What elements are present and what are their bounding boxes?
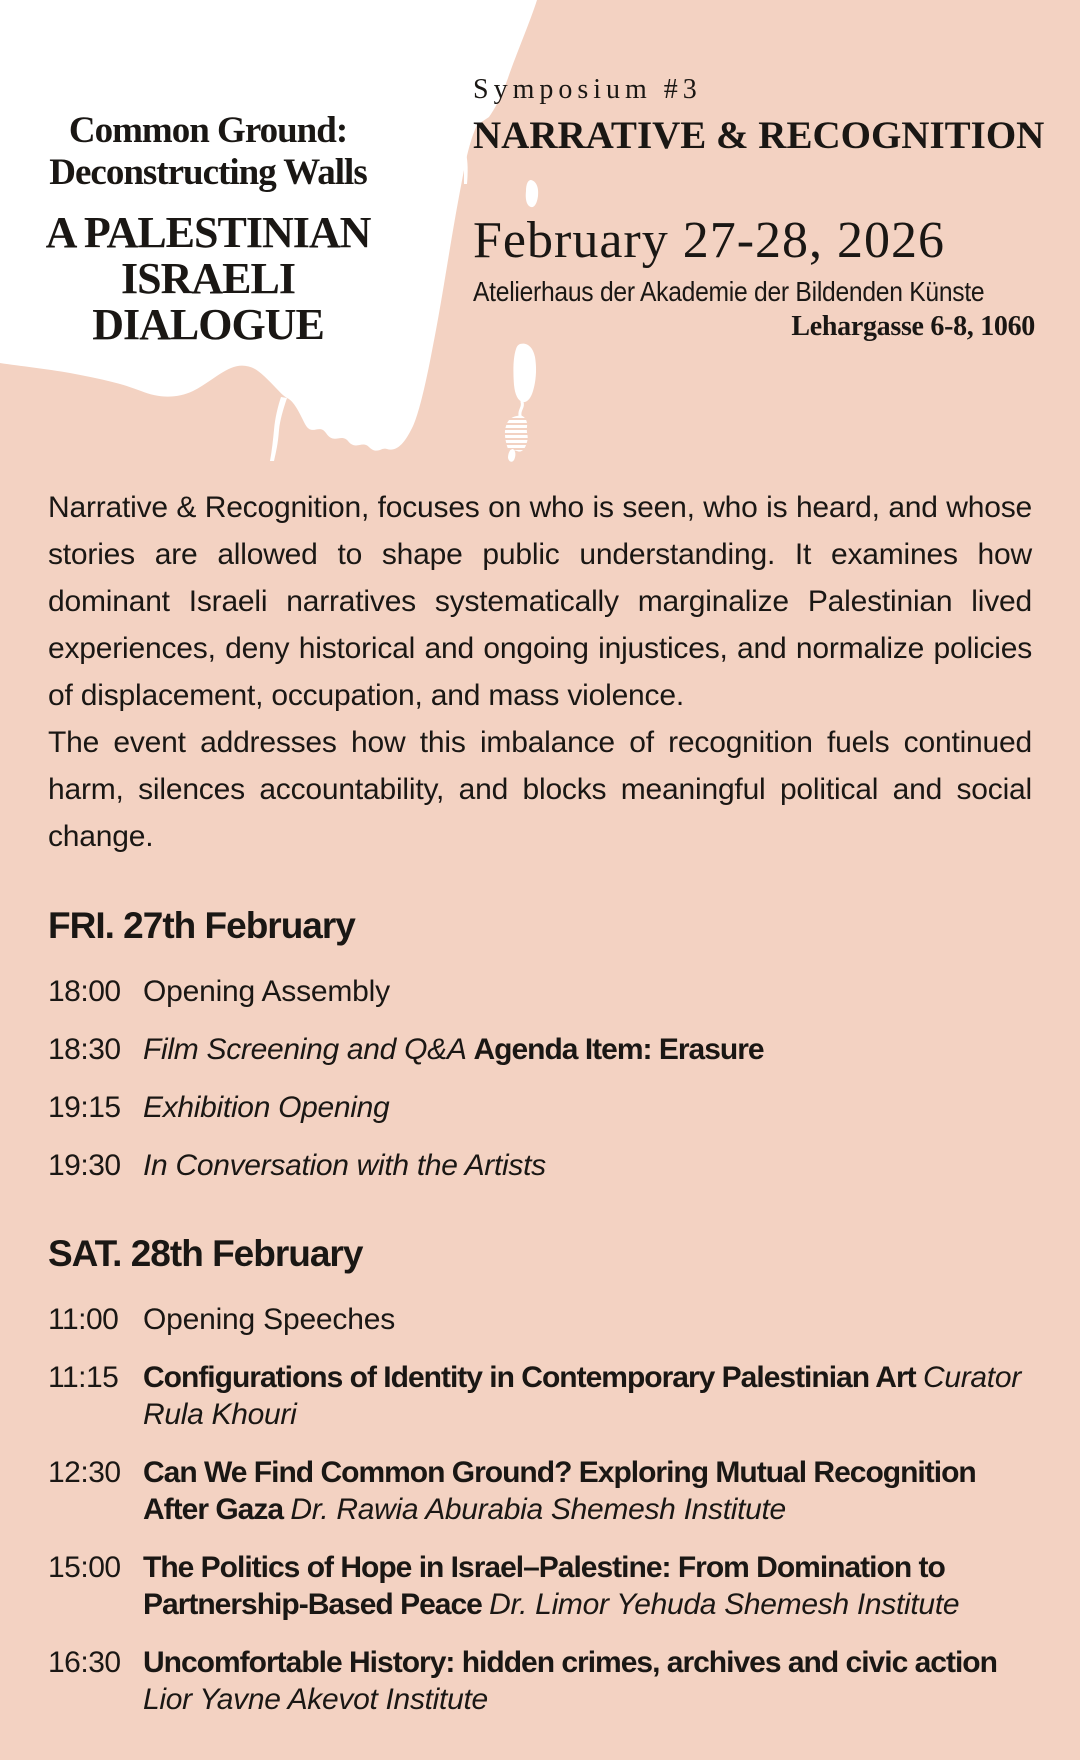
- event-main-title: [8, 210, 408, 348]
- schedule-row: [48, 973, 1032, 1010]
- schedule-entry-segment: Exhibition Opening: [143, 1091, 390, 1124]
- intro-paragraph-2: The event addresses how this imbalance of recognition fuels continued harm, silences accountability, and blocks meaningful political and social change.: [48, 726, 1032, 853]
- schedule-entry-segment: Curator Rula Khouri: [143, 1361, 1021, 1431]
- schedule-row: [48, 1454, 1032, 1528]
- schedule-row: [48, 1359, 1032, 1433]
- schedule-row: [48, 1549, 1032, 1623]
- schedule-row: [48, 1147, 1032, 1184]
- schedule-time: 12:30: [48, 1456, 121, 1489]
- schedule-time: 18:30: [48, 1033, 121, 1066]
- schedule-entry: [143, 973, 1032, 1010]
- event-title-block: [8, 110, 408, 348]
- program-content: [48, 484, 1032, 1739]
- dead-sea-south-tip-shape: [508, 449, 515, 462]
- schedule-entry-segment: Opening Speeches: [143, 1303, 395, 1336]
- schedule-entry: [143, 1454, 1032, 1528]
- main-title-line-2: ISRAELI DIALOGUE: [92, 254, 324, 349]
- day-schedule: [48, 1301, 1032, 1718]
- schedule-entry: [143, 1089, 1032, 1126]
- event-date: February 27-28, 2026: [473, 212, 946, 269]
- schedule-entry: [143, 1359, 1032, 1433]
- schedule-time: 19:30: [48, 1149, 121, 1182]
- schedule-entry: [143, 1147, 1032, 1184]
- intro-text: [48, 484, 1032, 860]
- schedule-entry-segment: Film Screening and Q&A: [143, 1033, 474, 1066]
- event-supertitle: [8, 110, 408, 194]
- schedule-row: [48, 1089, 1032, 1126]
- schedule-entry-segment: Agenda Item: Erasure: [473, 1033, 764, 1066]
- schedule-entry-segment: Dr. Rawia Aburabia Shemesh Institute: [290, 1493, 786, 1526]
- schedule-entry-segment: The Politics of Hope in Israel–Palestine: From Domination to Partnership-Based Peace: [143, 1551, 945, 1621]
- supertitle-line-1: Common Ground:: [68, 110, 348, 151]
- symposium-series-label: Symposium #3: [473, 74, 702, 105]
- schedule-entry-segment: In Conversation with the Artists: [143, 1149, 546, 1182]
- schedule-entry-segment: Opening Assembly: [143, 975, 390, 1008]
- schedule: [48, 905, 1032, 1718]
- schedule-entry: [143, 1031, 1032, 1068]
- suez-canal-shape: [270, 397, 287, 461]
- day-heading: FRI. 27th February: [48, 905, 355, 946]
- schedule-entry-segment: Can We Find Common Ground? Exploring Mutual Recognition After Gaza: [143, 1456, 976, 1526]
- schedule-time: 18:00: [48, 975, 121, 1008]
- schedule-time: 19:15: [48, 1091, 121, 1124]
- schedule-entry: [143, 1549, 1032, 1623]
- supertitle-line-2: Deconstructing Walls: [49, 152, 367, 193]
- schedule-entry-segment: Lior Yavne Akevot Institute: [143, 1683, 488, 1716]
- schedule-row: [48, 1301, 1032, 1338]
- day-schedule: [48, 973, 1032, 1184]
- schedule-entry: [143, 1644, 1032, 1718]
- day-heading: SAT. 28th February: [48, 1233, 363, 1274]
- dead-sea-shape: [513, 344, 536, 403]
- schedule-entry-segment: Uncomfortable History: hidden crimes, archives and civic action: [143, 1646, 997, 1679]
- main-title-line-1: A PALESTINIAN: [45, 208, 371, 257]
- schedule-time: 11:15: [48, 1361, 119, 1394]
- schedule-entry: [143, 1301, 1032, 1338]
- schedule-time: 15:00: [48, 1551, 121, 1584]
- schedule-row: [48, 1031, 1032, 1068]
- schedule-row: [48, 1644, 1032, 1718]
- coastal-river-shape: [464, 153, 468, 184]
- schedule-entry-segment: Dr. Limor Yehuda Shemesh Institute: [489, 1588, 960, 1621]
- schedule-entry-segment: Configurations of Identity in Contemporary Palestinian Art: [143, 1361, 923, 1394]
- venue-name: Atelierhaus der Akademie der Bildenden Künste: [473, 276, 985, 307]
- schedule-time: 16:30: [48, 1646, 121, 1679]
- symposium-title: NARRATIVE & RECOGNITION: [473, 114, 1045, 157]
- venue-address: Lehargasse 6-8, 1060: [791, 311, 1035, 342]
- symposium-info-block: [473, 74, 1045, 343]
- intro-paragraph-1: Narrative & Recognition, focuses on who is seen, who is heard, and whose stories are allowed to shape public understanding. It examines how dominant Israeli narratives systematically marginalize Palestinian lived experiences, deny historical and ongoing injustices, and normalize policies of displacement, occupation, and mass violence.: [48, 491, 1032, 712]
- dead-sea-south-basin-shape: [505, 416, 528, 452]
- schedule-time: 11:00: [48, 1303, 119, 1336]
